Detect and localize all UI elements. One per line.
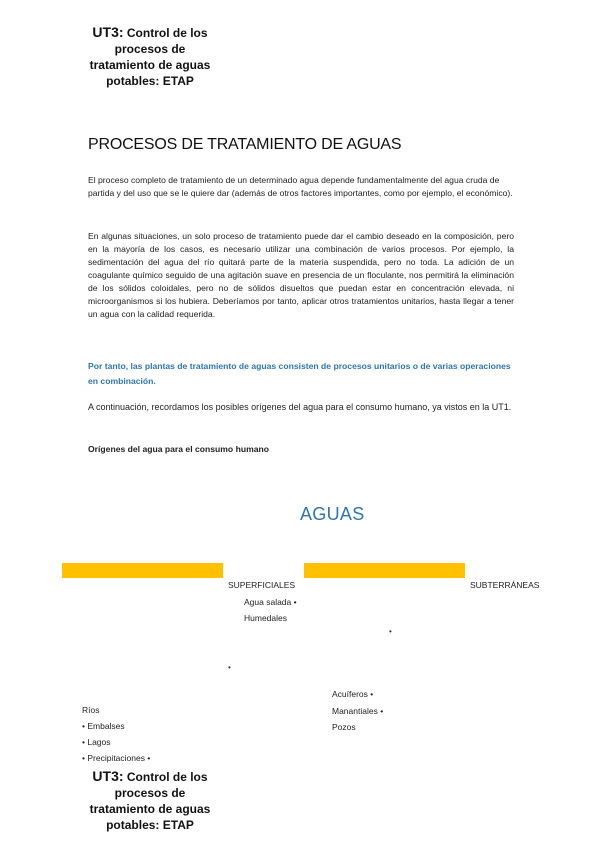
superficiales-item-precipitaciones: • Precipitaciones •: [82, 753, 151, 763]
superficiales-item-humedales: Humedales: [244, 613, 287, 623]
bullet-marker: •: [389, 627, 392, 636]
unit-header-top: [80, 24, 220, 89]
superficiales-item-lagos: • Lagos: [82, 737, 111, 747]
subterraneas-item-acuiferos: Acuíferos •: [332, 689, 374, 699]
paragraph-intro: El proceso completo de tratamiento de un determinado agua depende fundamentalmente del agua cruda de partida y del uso que se le quiere dar (además de otros factores importantes, como por ejemplo, el económico).: [88, 175, 513, 198]
unit-title-line4: potables: ETAP: [106, 74, 194, 88]
subterraneas-bar: [304, 563, 465, 578]
highlight-paragraph: Por tanto, las plantas de tratamiento de aguas consisten de procesos unitarios o de varias operaciones en combinación.: [88, 361, 511, 386]
subterraneas-label: SUBTERRÁNEAS: [470, 580, 540, 590]
superficiales-item-rios: Ríos: [82, 705, 100, 715]
superficiales-label: SUPERFICIALES: [228, 580, 296, 590]
section-title: PROCESOS DE TRATAMIENTO DE AGUAS: [88, 136, 402, 153]
unit-code: UT3:: [92, 768, 124, 784]
paragraph-processes: En algunas situaciones, un solo proceso de tratamiento puede dar el cambio deseado en la composición, pero en la mayoría de los casos, es necesario utilizar una combinación de varios procesos. Por ejemplo, la sedimentación del agua del río quitará parte de la materia suspendida, pero no toda. La adición de un coagulante químico seguido de una agitación suave en presencia de un floculante, nos permitirá la eliminación de los sólidos coloidales, pero no de sólidos disueltos que puedan estar en concentración elevada, ni microorganismos si los hubiera. Deberíamos por tanto, aplicar otros tratamientos unitarios, hasta llegar a tener un agua con la calidad requerida.: [88, 231, 514, 319]
subterraneas-item-manantiales: Manantiales •: [332, 706, 384, 716]
superficiales-item-agua-salada: Agua salada •: [244, 597, 297, 607]
unit-title-line2: procesos de: [114, 42, 186, 56]
unit-title-line4: potables: ETAP: [106, 818, 194, 832]
unit-code: UT3:: [92, 24, 124, 40]
unit-title-line1: Control de los: [126, 770, 208, 784]
unit-header-bottom: [80, 768, 220, 833]
unit-title-line1: Control de los: [126, 26, 208, 40]
bullet-marker: •: [228, 663, 231, 672]
unit-title-line2: procesos de: [114, 786, 186, 800]
unit-title-line3: tratamiento de aguas: [89, 58, 211, 72]
superficiales-item-embalses: • Embalses: [82, 721, 125, 731]
paragraph-origins-intro: A continuación, recordamos los posibles orígenes del agua para el consumo humano, ya vistos en la UT1.: [88, 402, 512, 412]
diagram-title: AGUAS: [300, 504, 365, 524]
unit-title-line3: tratamiento de aguas: [89, 802, 211, 816]
origins-subtitle: Orígenes del agua para el consumo humano: [88, 444, 269, 454]
subterraneas-item-pozos: Pozos: [332, 722, 356, 732]
superficiales-bar: [62, 563, 223, 578]
